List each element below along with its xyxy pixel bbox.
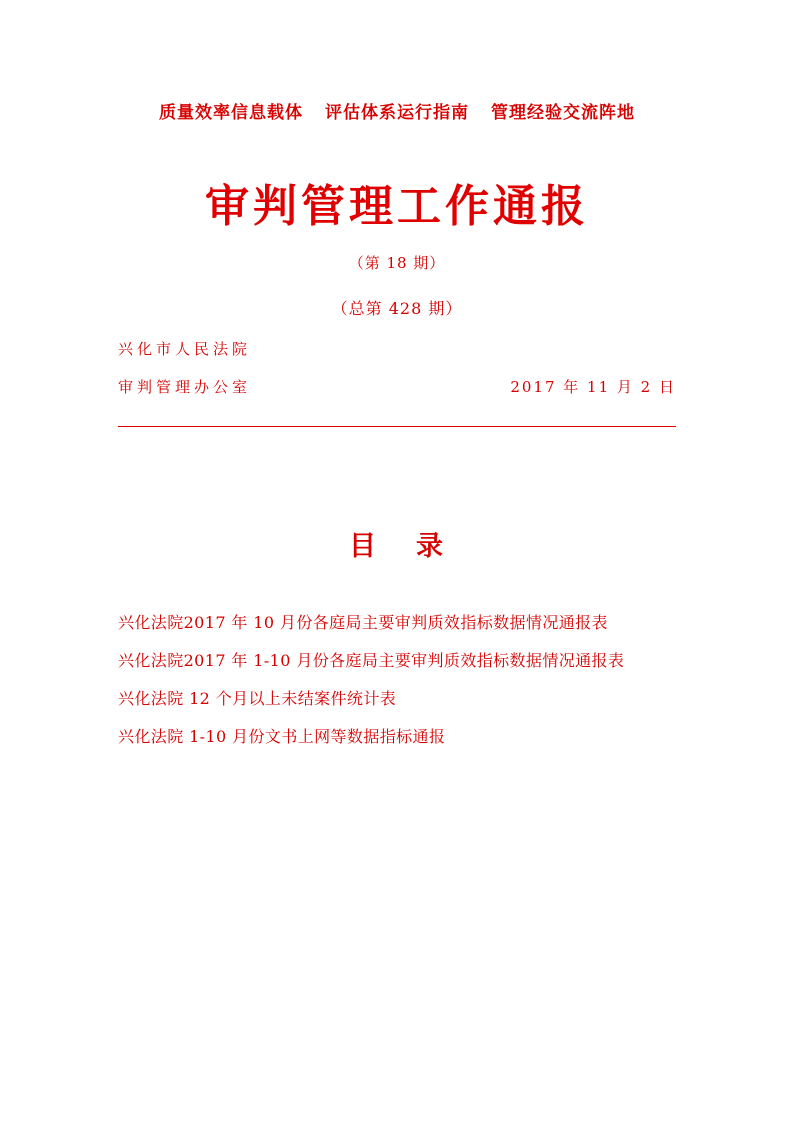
list-item[interactable]: 兴化法院2017 年 1-10 月份各庭局主要审判质效指标数据情况通报表 — [118, 651, 625, 670]
toc-heading-char-2: 录 — [416, 531, 445, 562]
masthead-slogan-part3: 管理经验交流阵地 — [491, 103, 635, 123]
office-and-date-row — [118, 376, 676, 397]
issue-number: （第 18 期） — [348, 254, 446, 272]
issue-total-number: （总第 428 期） — [331, 299, 463, 318]
masthead-slogan-part2: 评估体系运行指南 — [325, 103, 469, 123]
toc-heading — [0, 524, 794, 563]
page-title: 审判管理工作通报 — [205, 181, 589, 232]
list-item[interactable]: 兴化法院2017 年 10 月份各庭局主要审判质效指标数据情况通报表 — [118, 613, 608, 632]
publication-date: 2017 年 11 月 2 日 — [510, 378, 676, 396]
masthead-slogan — [0, 98, 794, 123]
list-item[interactable]: 兴化法院 12 个月以上未结案件统计表 — [118, 689, 397, 708]
issuing-organization: 兴化市人民法院 — [118, 340, 252, 358]
issuing-office: 审判管理办公室 — [118, 378, 252, 396]
masthead-slogan-part1: 质量效率信息载体 — [159, 103, 303, 123]
table-of-contents — [118, 604, 718, 756]
list-item[interactable]: 兴化法院 1-10 月份文书上网等数据指标通报 — [118, 727, 446, 746]
header-divider — [118, 426, 676, 427]
toc-heading-char-1: 目 — [349, 531, 378, 562]
